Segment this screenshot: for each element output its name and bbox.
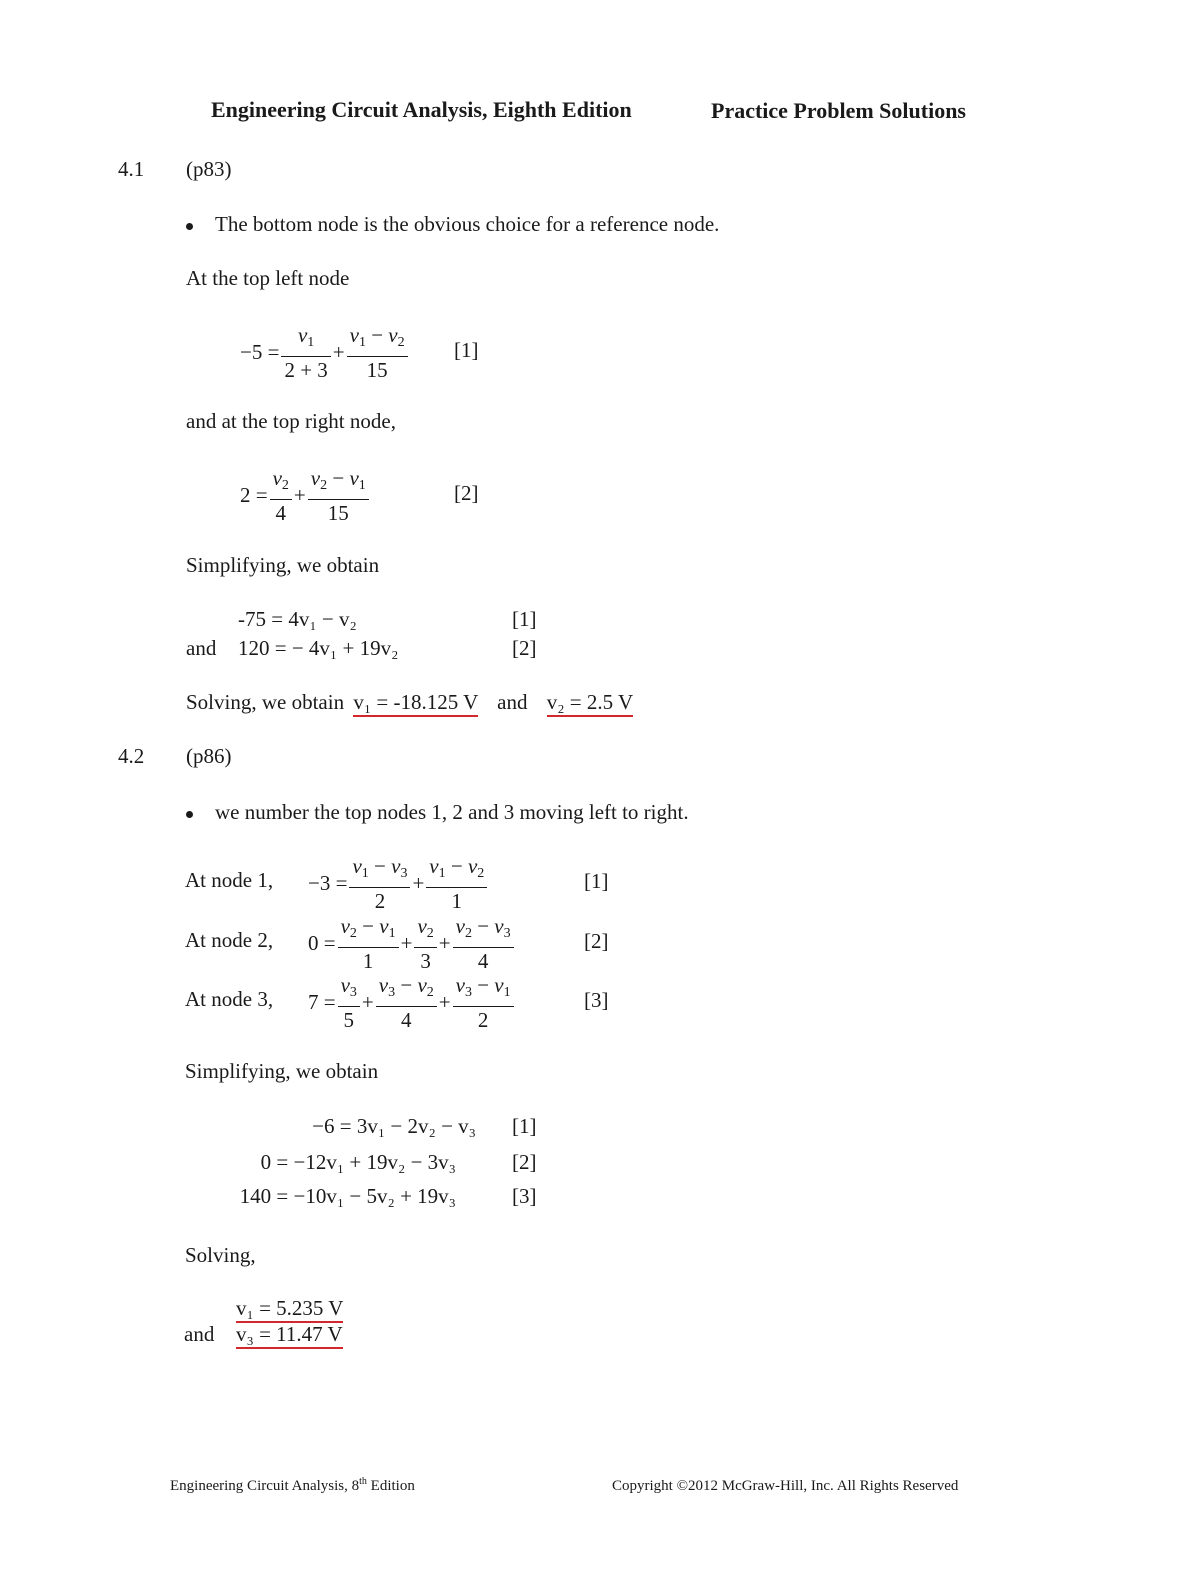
fraction: $\frac{v_2 - v_1}{1}$ (338, 915, 399, 972)
equation-tag: [2] (512, 636, 537, 660)
text-solving: Solving, (185, 1243, 256, 1267)
bullet-dot-icon (186, 811, 193, 818)
equation-tag: [1] (512, 1114, 537, 1138)
equation-tag: [3] (512, 1184, 537, 1208)
fraction: $\frac{v_1 - v_3}{2}$ (349, 855, 410, 912)
text-and: and (186, 636, 217, 660)
answer-v1-value: v₁ = 5.235 V (236, 1296, 343, 1323)
text-simplifying: Simplifying, we obtain (186, 553, 380, 577)
footer-left (170, 1476, 415, 1495)
answer-v3-value: v₃ = 11.47 V (236, 1322, 343, 1349)
page-ref-p83: (p83) (186, 157, 232, 181)
fraction: $\frac{v_3 - v_2}{4}$ (376, 974, 437, 1031)
simplified-equation-2: 120 = − 4v₁ + 19v₂ (238, 636, 399, 660)
node-1-label: At node 1, (185, 868, 274, 892)
fraction: $\frac{v_2 - v_1}{15}$ (308, 467, 369, 524)
equation-node-3: 7 = $\frac{v_3}{5}$ + $\frac{v_3 - v_2}{4}$ + $\frac{v_3 - v_1}{2}$ (308, 974, 516, 1031)
page-ref-p86: (p86) (186, 744, 232, 768)
eq-lhs: −3 = (308, 871, 348, 895)
equation-tag: [1] (454, 338, 479, 362)
answer-v1: v₁ = -18.125 V (353, 690, 478, 717)
fraction: $\frac{v_1 - v_2}{1}$ (426, 855, 487, 912)
text-top-right-node: and at the top right node, (186, 409, 396, 433)
fraction: $\frac{v_3 - v_1}{2}$ (453, 974, 514, 1031)
eq-lhs: 2 = (240, 483, 268, 507)
fraction: $\frac{v_1}{2 + 3}$ (281, 324, 330, 381)
document-title: Engineering Circuit Analysis, Eighth Edition (211, 97, 632, 122)
footer-left-suffix: Edition (366, 1478, 415, 1494)
text-simplifying: Simplifying, we obtain (185, 1059, 379, 1083)
node-2-label: At node 2, (185, 928, 274, 952)
equation-tag: [2] (512, 1150, 537, 1174)
equation-tag: [1] (584, 869, 609, 893)
system-equation-3: 140 = −10v₁ − 5v₂ + 19v₃ (239, 1184, 456, 1208)
equation-tag: [2] (454, 481, 479, 505)
bullet-item-4-2 (186, 800, 689, 825)
equation-4-1-1: −5 = $\frac{v_1}{2 + 3}$ + $\frac{v_1 - v_2}{15}$ (240, 324, 410, 381)
system-equation-1: −6 = 3v₁ − 2v₂ − v₃ (312, 1114, 476, 1138)
bullet-dot-icon (186, 223, 193, 230)
text-and: and (497, 690, 528, 714)
fraction: $\frac{v_1 - v_2}{15}$ (347, 324, 408, 381)
solution-line-4-1 (186, 690, 633, 715)
equation-tag: [2] (584, 929, 609, 953)
bullet-item-4-1 (186, 212, 719, 237)
problem-number-4-2: 4.2 (118, 744, 145, 768)
eq-lhs: 7 = (308, 990, 336, 1014)
equation-node-2: 0 = $\frac{v_2 - v_1}{1}$ + $\frac{v_2}{3}$ + $\frac{v_2 - v_3}{4}$ (308, 915, 516, 972)
answer-v2: v₂ = 2.5 V (547, 690, 633, 717)
footer-left-text: Engineering Circuit Analysis, 8 (170, 1478, 360, 1494)
equation-4-1-2: 2 = $\frac{v_2}{4}$ + $\frac{v_2 - v_1}{15}$ (240, 467, 371, 524)
system-equation-2: 0 = −12v₁ + 19v₂ − 3v₃ (260, 1150, 456, 1174)
fraction: $\frac{v_2 - v_3}{4}$ (453, 915, 514, 972)
fraction: $\frac{v_2}{3}$ (414, 915, 436, 972)
eq-lhs: 0 = (308, 931, 336, 955)
answer-v3 (236, 1322, 343, 1347)
text-solving: Solving, we obtain (186, 690, 345, 714)
text-top-left-node: At the top left node (186, 266, 350, 290)
node-3-label: At node 3, (185, 987, 274, 1011)
simplified-equation-1: -75 = 4v₁ − v₂ (238, 607, 357, 631)
fraction: $\frac{v_2}{4}$ (270, 467, 292, 524)
problem-number-4-1: 4.1 (118, 157, 145, 181)
document-subtitle: Practice Problem Solutions (711, 98, 966, 123)
equation-tag: [1] (512, 607, 537, 631)
bullet-text: The bottom node is the obvious choice for a reference node. (215, 212, 720, 236)
eq-lhs: −5 = (240, 340, 280, 364)
answer-v1 (236, 1296, 343, 1321)
equation-tag: [3] (584, 988, 609, 1012)
text-and: and (184, 1322, 215, 1346)
equation-node-1: −3 = $\frac{v_1 - v_3}{2}$ + $\frac{v_1 - v_2}{1}$ (308, 855, 489, 912)
fraction: $\frac{v_3}{5}$ (338, 974, 360, 1031)
footer-copyright: Copyright ©2012 McGraw-Hill, Inc. All Rights Reserved (612, 1478, 959, 1494)
bullet-text: we number the top nodes 1, 2 and 3 moving left to right. (215, 800, 689, 824)
footer-left-sup: th (359, 1476, 367, 1487)
